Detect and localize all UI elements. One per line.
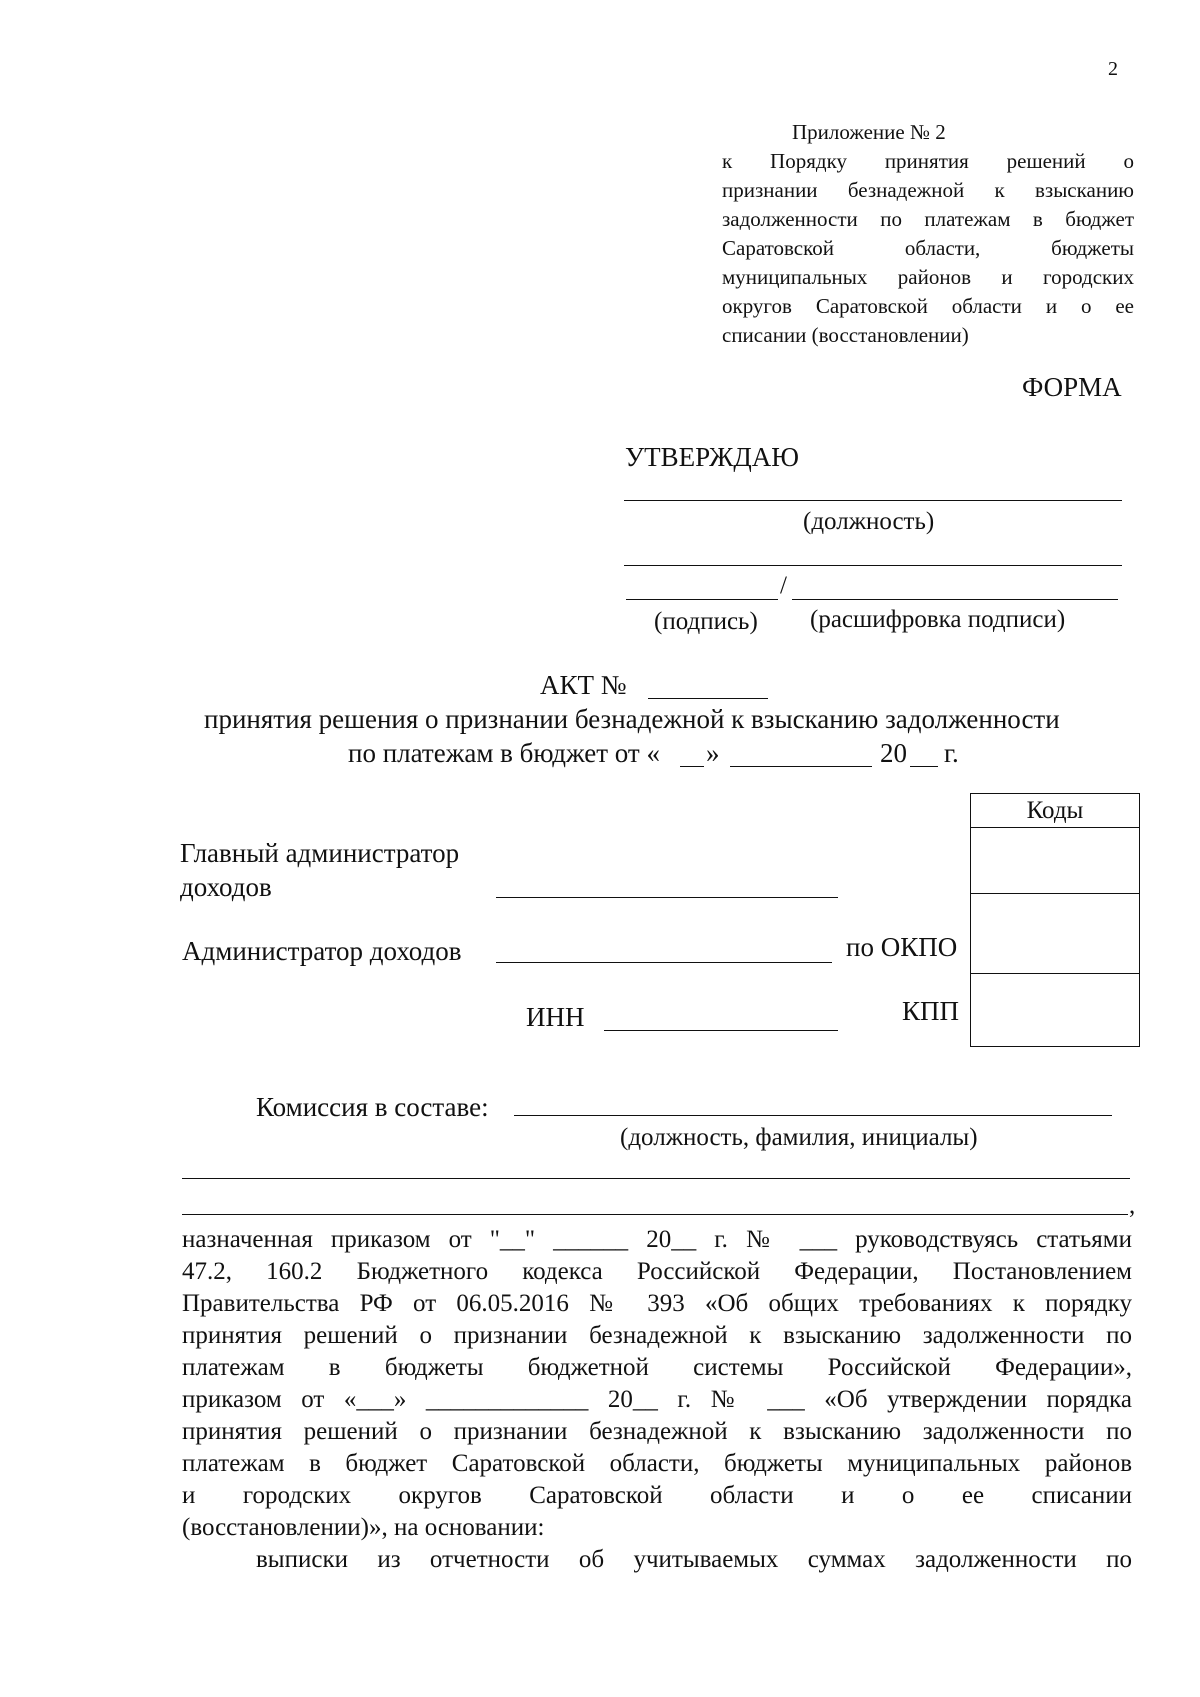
paragraph-line: платежам в бюджет Саратовской области, бюджеты муниципальных районов	[182, 1450, 1132, 1477]
inn-line[interactable]	[604, 1030, 838, 1031]
act-subtitle: принятия решения о признании безнадежной к взысканию задолженности	[204, 704, 1060, 734]
chief-admin-line[interactable]	[496, 897, 838, 898]
appendix-line: задолженности по платежам в бюджет	[722, 207, 1134, 231]
act-title: АКТ №	[540, 670, 627, 700]
commission-label: Комиссия в составе:	[256, 1092, 489, 1122]
paragraph-line: 47.2, 160.2 Бюджетного кодекса Российской Федерации, Постановлением	[182, 1258, 1132, 1285]
code-cell-okpo[interactable]	[971, 894, 1139, 974]
act-month-line[interactable]	[730, 766, 872, 767]
admin-label: Администратор доходов	[182, 936, 462, 966]
decoding-line[interactable]	[792, 599, 1118, 600]
position-line-2[interactable]	[624, 565, 1122, 566]
act-number-line[interactable]	[648, 698, 768, 699]
paragraph-line: Правительства РФ от 06.05.2016 № 393 «Об общих требованиях к порядку	[182, 1290, 1132, 1317]
commission-line-3[interactable]	[182, 1214, 1128, 1215]
commission-line-2[interactable]	[182, 1178, 1130, 1179]
codes-header: Коды	[971, 794, 1139, 828]
paragraph-line: и городских округов Саратовской области и о ее списании	[182, 1482, 1132, 1509]
appendix-line: муниципальных районов и городских	[722, 265, 1134, 289]
form-label: ФОРМА	[1022, 372, 1122, 402]
commission-caption: (должность, фамилия, инициалы)	[620, 1124, 978, 1151]
appendix-line: Саратовской области, бюджеты	[722, 236, 1134, 260]
act-date-prefix: по платежам в бюджет от «	[348, 738, 660, 768]
paragraph-line: выписки из отчетности об учитываемых суммах задолженности по	[256, 1546, 1132, 1573]
slash-separator: /	[780, 572, 787, 599]
appendix-title: Приложение № 2	[792, 120, 946, 144]
inn-label: ИНН	[526, 1002, 585, 1032]
act-year-prefix: 20	[880, 738, 907, 768]
code-cell-admin[interactable]	[971, 828, 1139, 894]
commission-line[interactable]	[514, 1115, 1112, 1116]
admin-line[interactable]	[496, 962, 832, 963]
appendix-line: списании (восстановлении)	[722, 323, 969, 347]
position-line[interactable]	[624, 500, 1122, 501]
paragraph-line: платежам в бюджеты бюджетной системы Российской Федерации»,	[182, 1354, 1132, 1381]
act-day-line[interactable]	[680, 766, 704, 767]
paragraph-line: приказом от «___» _____________ 20__ г. № ___ «Об утверждении порядка	[182, 1386, 1132, 1413]
paragraph-line: принятия решений о признании безнадежной к взысканию задолженности по	[182, 1418, 1132, 1445]
paragraph-line: назначенная приказом от "__" ______ 20__ г. № ___ руководствуясь статьями	[182, 1226, 1132, 1253]
appendix-block	[722, 118, 1134, 350]
signature-caption: (подпись)	[654, 608, 758, 635]
act-year-suffix: г.	[944, 738, 959, 768]
position-caption: (должность)	[803, 508, 935, 535]
act-quote-close: »	[706, 738, 720, 768]
paragraph-line: (восстановлении)», на основании:	[182, 1514, 545, 1541]
kpp-label: КПП	[902, 996, 960, 1026]
page-number: 2	[1108, 58, 1118, 80]
appendix-line: к Порядку принятия решений о	[722, 149, 1134, 173]
last-paragraph	[256, 1544, 1132, 1576]
main-paragraph	[182, 1224, 1132, 1544]
decoding-caption: (расшифровка подписи)	[810, 606, 1066, 633]
okpo-label: по ОКПО	[846, 932, 958, 962]
act-year-line[interactable]	[910, 766, 938, 767]
appendix-line: признании безнадежной к взысканию	[722, 178, 1134, 202]
code-cell-kpp[interactable]	[971, 974, 1139, 1046]
commission-comma: ,	[1129, 1192, 1136, 1219]
chief-admin-label: Главный администратор	[180, 838, 460, 868]
chief-admin-label-2: доходов	[180, 872, 272, 902]
paragraph-line: принятия решений о признании безнадежной к взысканию задолженности по	[182, 1322, 1132, 1349]
codes-table	[970, 793, 1140, 1047]
approve-title: УТВЕРЖДАЮ	[625, 442, 800, 472]
appendix-line: округов Саратовской области и о ее	[722, 294, 1134, 318]
signature-line[interactable]	[626, 599, 778, 600]
